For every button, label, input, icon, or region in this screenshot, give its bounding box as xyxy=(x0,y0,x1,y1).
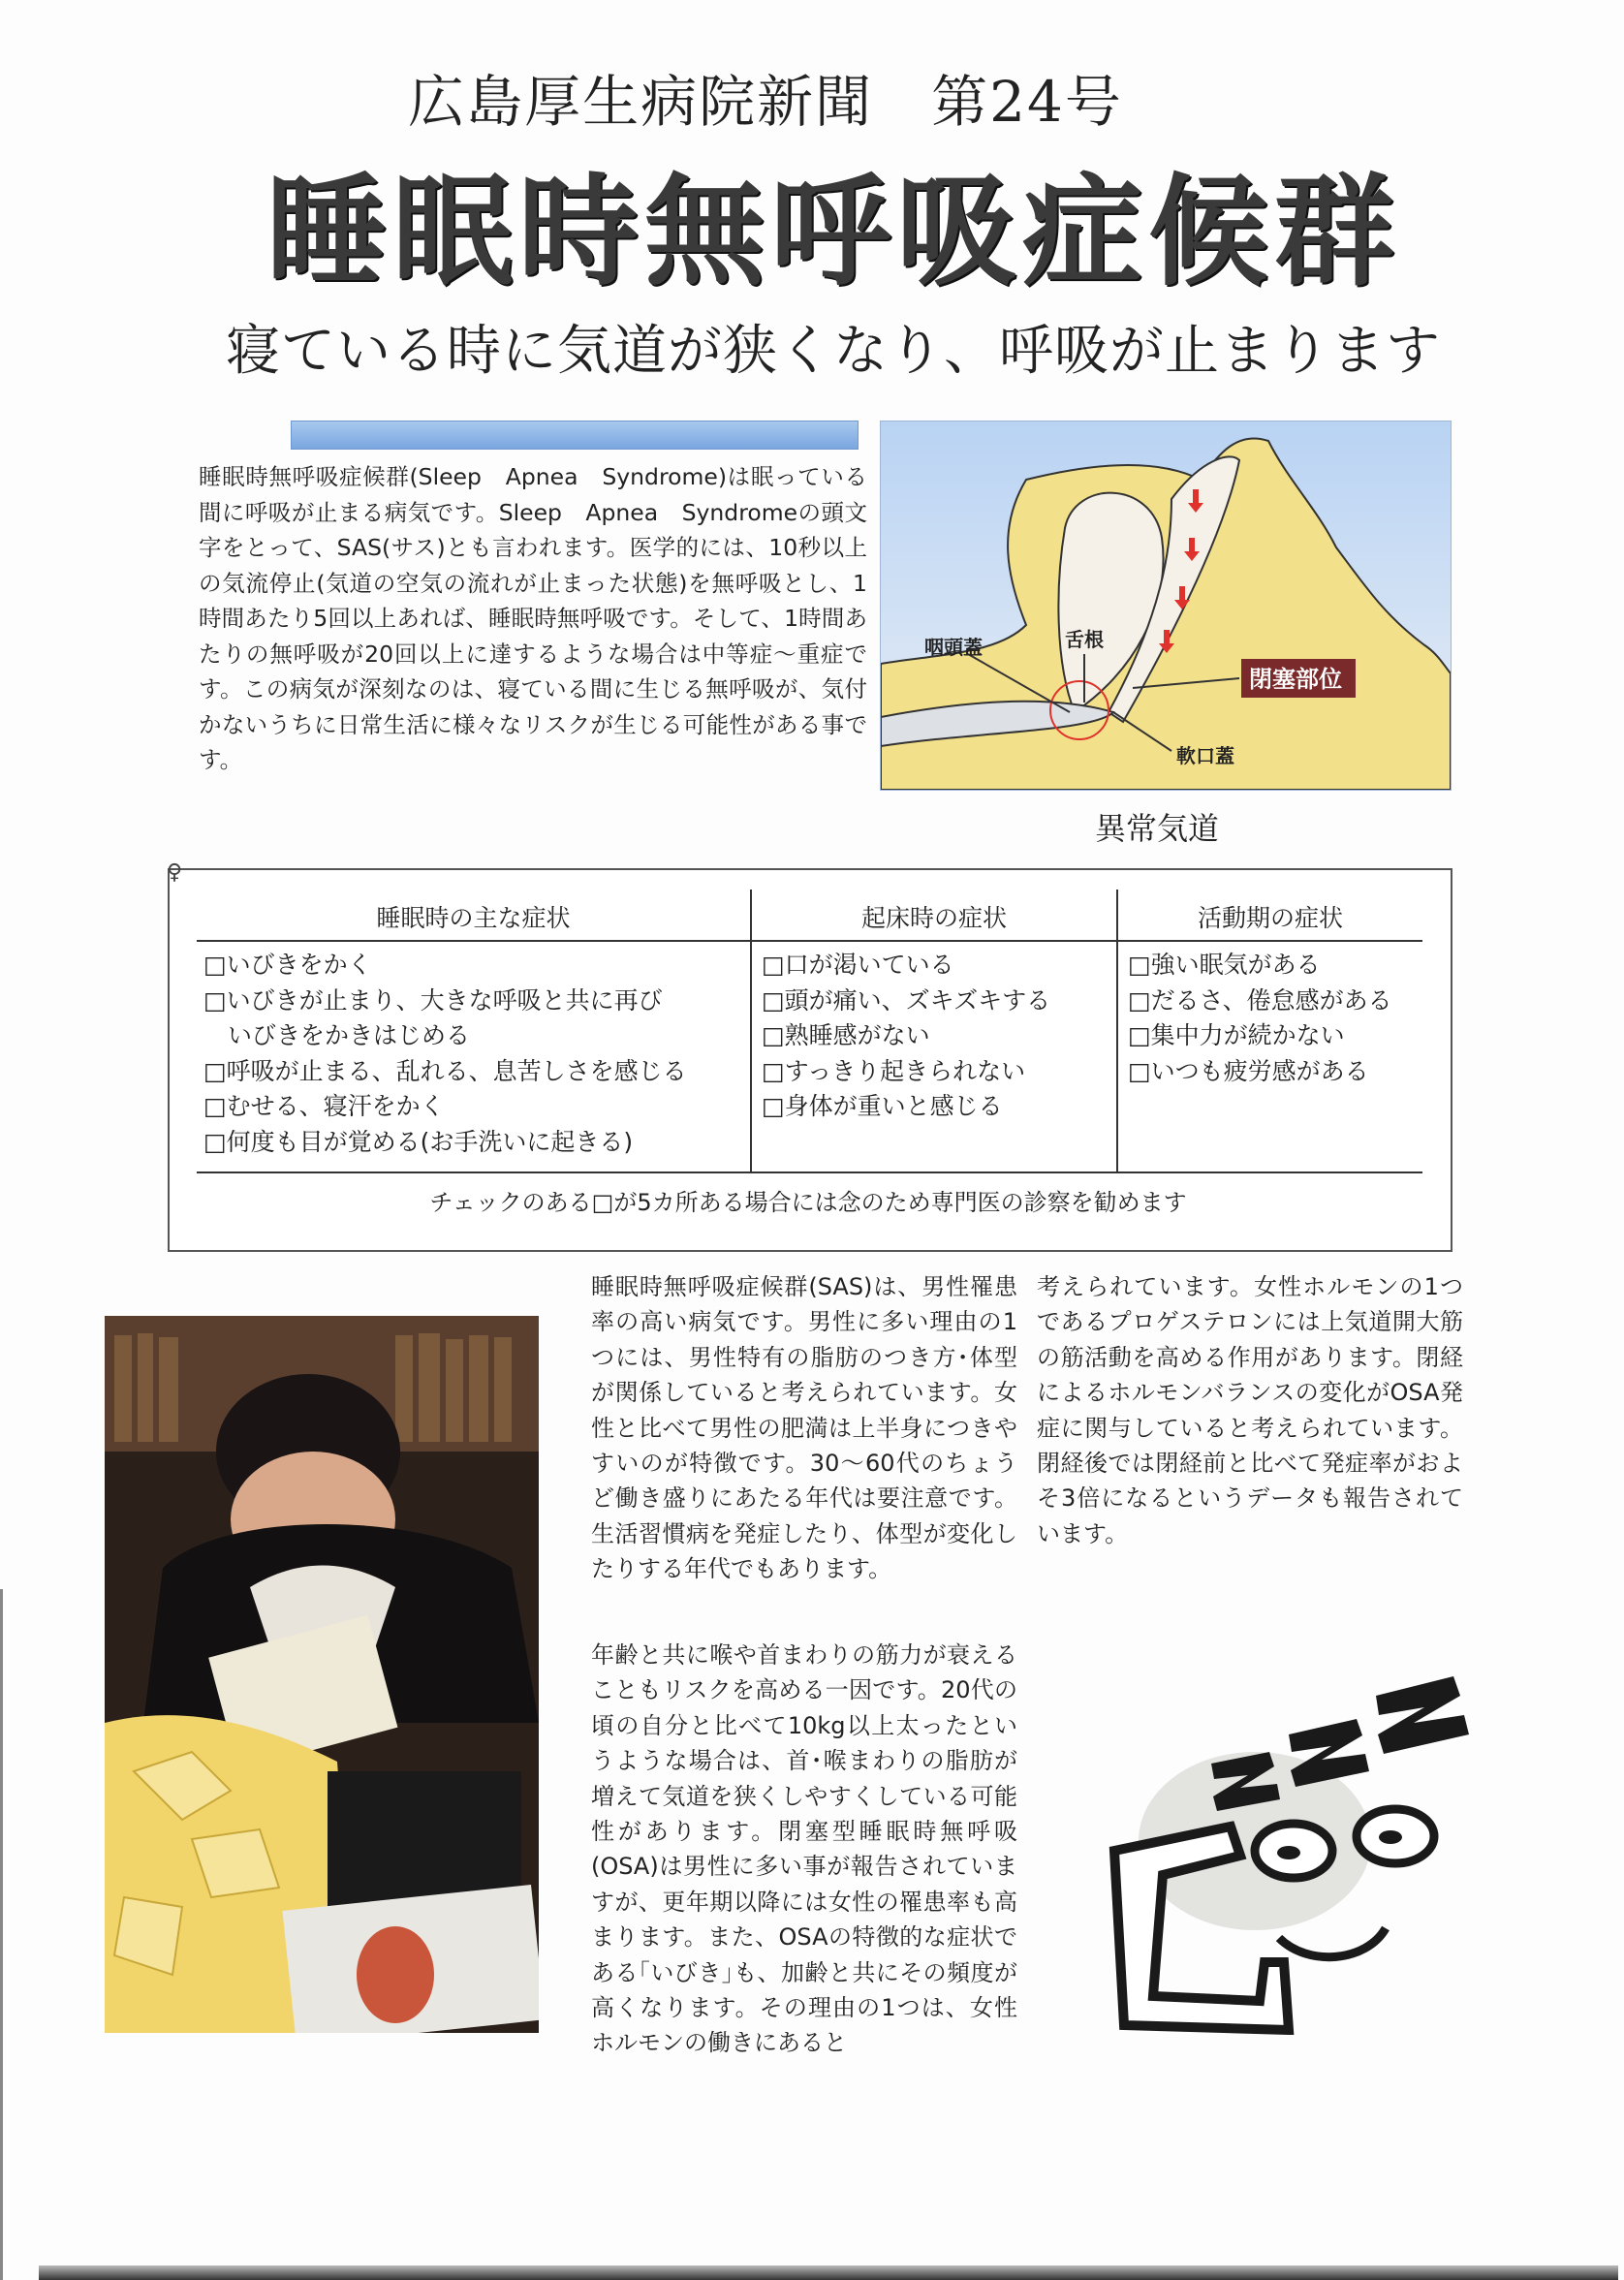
checklist-sleep xyxy=(203,948,687,1160)
pin-icon: ♀ xyxy=(167,860,183,885)
checklist-item: いびきをかきはじめる xyxy=(203,1021,471,1049)
checklist-item: □口が渇いている xyxy=(762,951,954,979)
magazine-graphic xyxy=(357,1926,434,2023)
checklist-waking xyxy=(762,948,1050,1125)
scan-bottom-edge xyxy=(39,2265,1618,2280)
body-paragraph-3: 考えられています。女性ホルモンの1つであるプロゲステロンには上気道開大筋の筋活動を高める作用があります。閉経によるホルモンバランスの変化がOSA発症に関与していると考えられています。閉経後では閉経前と比べて発症率がおよそ3倍になるというデータも報告されています。 xyxy=(1037,1273,1463,1547)
checklist-item: □むせる、寝汗をかく xyxy=(203,1092,445,1120)
column-header-active: 活動期の症状 xyxy=(1197,904,1343,932)
checklist-item: □集中力が続かない xyxy=(1128,1021,1345,1049)
checklist-item: □いびきが止まり、大きな呼吸と共に再び xyxy=(203,985,663,1015)
smile xyxy=(1279,1928,1386,1957)
label-tongue-base: 舌根 xyxy=(1065,628,1104,651)
checklist-item: □すっきり起きられない xyxy=(762,1056,1026,1085)
checklist-item: □だるさ、倦怠感がある xyxy=(1128,985,1392,1015)
footer-rule xyxy=(197,1171,1422,1173)
label-soft-palate: 軟口蓋 xyxy=(1176,744,1234,767)
body-paragraph-1: 睡眠時無呼吸症候群(SAS)は、男性罹患率の高い病気です。男性に多い理由の1つには、男性特有の脂肪のつき方･体型が関係していると考えられています。女性と比べて男性の肥満は上半身につきやすいのが特徴です。30～60代のちょうど働き盛りにあたる年代は要注意です。生活習慣病を発症したり、体型が変化したりする年代でもあります。 xyxy=(591,1273,1017,1583)
scan-edge xyxy=(0,1589,3,2280)
checklist-item: □熟睡感がない xyxy=(762,1021,930,1049)
column-header-waking: 起床時の症状 xyxy=(860,904,1007,932)
page-subtitle: 寝ている時に気道が狭くなり、呼吸が止まります xyxy=(226,320,1441,383)
checklist-item: □いびきをかく xyxy=(203,951,372,979)
intro-paragraph: 睡眠時無呼吸症候群(Sleep Apnea Syndrome)は眠っている間に呼吸が止まる病気です。Sleep Apnea Syndromeの頭文字をとって、SAS(サス)とも言われます。医学的には、10秒以上の気流停止(気道の空気の流れが止まった状態)を無呼吸とし、1時間あたり5回以上あれば、睡眠時無呼吸です。そして、1時間あたりの無呼吸が20回以上に達するような場合は中等症～重症です。この病気が深刻なのは、寝ている間に生じる無呼吸が、気付かないうちに日常生活に様々なリスクが生じる可能性がある事です。 xyxy=(199,463,867,773)
checklist-item: □頭が痛い、ズキズキする xyxy=(762,985,1051,1015)
airway-diagram xyxy=(881,422,1451,790)
column-header-sleep: 睡眠時の主な症状 xyxy=(376,904,571,932)
sleeping-zzz-icon xyxy=(1095,1667,1502,2035)
checklist-item: □呼吸が止まる、乱れる、息苦しさを感じる xyxy=(203,1056,687,1085)
figure-caption: 異常気道 xyxy=(1095,810,1220,847)
header-rule xyxy=(197,940,1422,942)
checklist-item: □強い眠気がある xyxy=(1128,951,1321,979)
decorative-band xyxy=(291,421,859,450)
checklist-active xyxy=(1128,948,1392,1089)
right-pupil xyxy=(1379,1830,1402,1844)
checklist-note: チェックのある□が5カ所ある場合には念のため専門医の診察を勧めます xyxy=(429,1189,1187,1216)
left-pupil xyxy=(1277,1846,1300,1859)
checklist-item: □いつも疲労感がある xyxy=(1128,1056,1369,1085)
photo-illustration xyxy=(105,1316,539,2033)
label-obstruction: 閉塞部位 xyxy=(1249,666,1342,693)
zzz-illustration xyxy=(1095,1667,1502,2035)
label-epiglottis: 咽頭蓋 xyxy=(924,636,983,659)
laptop xyxy=(328,1771,521,1907)
sleeping-man-photo xyxy=(105,1316,539,2033)
airway-illustration xyxy=(880,421,1452,791)
newspaper-masthead: 広島厚生病院新聞 第24号 xyxy=(408,69,1123,135)
body-paragraph-2: 年齢と共に喉や首まわりの筋力が衰えることもリスクを高める一因です。20代の頃の自分と比べて10kg以上太ったというような場合は、首･喉まわりの脂肪が増えて気道を狭くしやすくしている可能性があります。閉塞型睡眠時無呼吸(OSA)は男性に多い事が報告されていますが、更年期以降には女性の罹患率も高まります。また、OSAの特徴的な症状である｢いびき｣も、加齢と共にその頻度が高くなります。その理由の1つは、女性ホルモンの働きにあると xyxy=(591,1641,1017,2057)
checklist-item: □何度も目が覚める(お手洗いに起きる) xyxy=(203,1127,634,1156)
page-headline: 睡眠時無呼吸症候群 xyxy=(265,162,1400,302)
checklist-item: □身体が重いと感じる xyxy=(762,1092,1003,1120)
